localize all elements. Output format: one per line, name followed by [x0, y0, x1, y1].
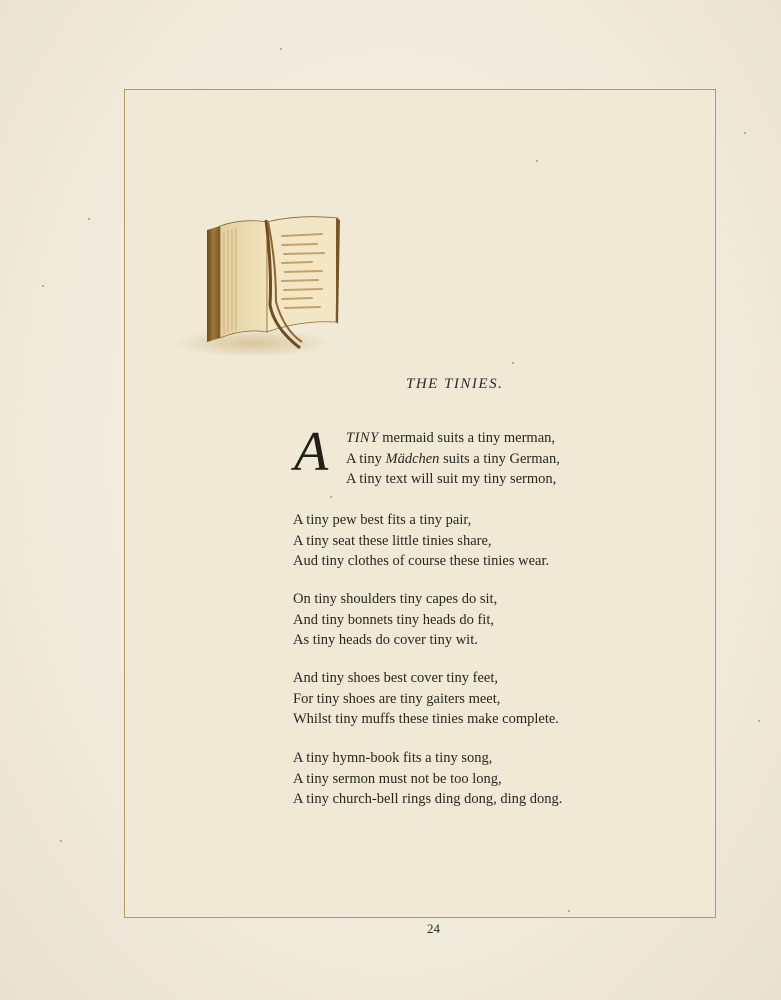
poem-line: Whilst tiny muffs these tinies make complete. [293, 711, 559, 727]
line-italic-word: Mädchen [385, 450, 440, 467]
poem-line: As tiny heads do cover tiny wit. [293, 632, 478, 648]
poem-line: A tiny hymn-book fits a tiny song, [293, 750, 493, 766]
page-number: 24 [427, 921, 440, 936]
stanza-3 [293, 589, 497, 651]
first-word: TINY [346, 430, 379, 446]
stanza-5 [293, 748, 562, 810]
stanza-1 [346, 428, 560, 490]
paper-speck [330, 496, 332, 498]
paper-speck [42, 285, 44, 287]
stanza-4 [293, 668, 559, 730]
poem-line: On tiny shoulders tiny capes do sit, [293, 591, 498, 607]
paper-speck [88, 218, 90, 220]
poem-line: A tiny pew best fits a tiny pair, [293, 512, 472, 528]
line-text: suits a tiny German, [439, 450, 560, 467]
poem-line: A tiny church-bell rings ding dong, ding dong. [293, 791, 563, 807]
poem-line [346, 428, 560, 449]
paper-speck [568, 910, 570, 912]
paper-speck [536, 160, 538, 162]
line-text: A tiny [346, 450, 386, 467]
poem-line: A tiny text will suit my tiny sermon, [346, 471, 557, 487]
paper-speck [758, 720, 760, 722]
paper-speck [280, 48, 282, 50]
poem-line: For tiny shoes are tiny gaiters meet, [293, 690, 501, 707]
paper-speck [512, 362, 514, 364]
line-text: mermaid suits a tiny merman, [378, 430, 556, 446]
open-book-icon [172, 210, 347, 360]
poem-line: A tiny seat these little tinies share, [293, 532, 492, 549]
poem-line: And tiny shoes best cover tiny feet, [293, 670, 498, 686]
stanza-2 [293, 510, 549, 572]
drop-cap: A [294, 421, 329, 483]
poem-line [346, 449, 560, 470]
poem-title: THE TINIES. [406, 376, 504, 392]
paper-speck [744, 132, 746, 134]
poem-line: And tiny bonnets tiny heads do fit, [293, 611, 494, 628]
poem-line: Aud tiny clothes of course these tinies wear. [293, 553, 550, 569]
poem-line: A tiny sermon must not be too long, [293, 770, 502, 787]
paper-speck [60, 840, 62, 842]
